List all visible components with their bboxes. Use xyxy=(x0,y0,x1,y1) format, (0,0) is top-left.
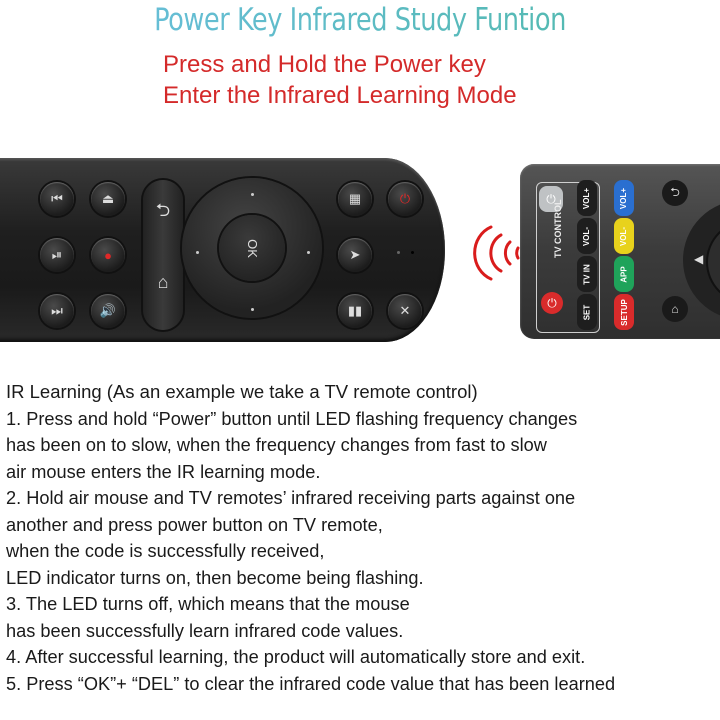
led-dot xyxy=(397,251,400,254)
tv-set: SET xyxy=(577,294,597,330)
next-icon: ⏭ xyxy=(40,294,74,328)
prev-icon: ⏮ xyxy=(40,182,74,216)
bars-icon: ▮▮ xyxy=(338,294,372,328)
instruction-line: LED indicator turns on, then become being flashing. xyxy=(6,567,424,588)
tv-back-icon: ⮌ xyxy=(662,180,688,206)
home-icon: ⌂ xyxy=(157,272,169,292)
tv-vol-down: VOL- xyxy=(577,218,597,254)
tv-vol-up: VOL+ xyxy=(577,180,597,216)
play-pause-icon: ⏯ xyxy=(40,238,74,272)
volume-icon: 🔊 xyxy=(91,294,125,328)
color-setup: SETUP xyxy=(614,294,634,330)
mute-icon: ✕ xyxy=(388,294,422,328)
mic-icon: ● xyxy=(91,238,125,272)
instruction-line: air mouse enters the IR learning mode. xyxy=(6,461,321,482)
ok-button-image xyxy=(219,215,285,281)
tv-power-icon: ⏻ xyxy=(539,186,563,212)
dpad-left-dot xyxy=(196,251,199,254)
instructions-heading: IR Learning (As an example we take a TV remote control) xyxy=(6,381,478,402)
infrared-waves-icon xyxy=(470,222,525,284)
instruction-line: 1. Press and hold “Power” button until LED flashing frequency changes xyxy=(6,408,578,429)
instruction-line: has been successfully learn infrared code values. xyxy=(6,620,404,641)
menu-icon: ⏏ xyxy=(91,182,125,216)
tv-in: TV IN xyxy=(577,256,597,292)
ok-label: OK xyxy=(244,238,260,258)
power-icon: ⏻ xyxy=(388,182,422,216)
subtitle-line-1: Press and Hold the Power key xyxy=(163,51,486,78)
mouse-icon: ➤ xyxy=(338,238,372,272)
box-power-icon: ⏻ xyxy=(541,292,563,314)
instruction-line: when the code is successfully received, xyxy=(6,541,325,561)
instruction-line: has been on to slow, when the frequency changes from fast to slow xyxy=(6,435,547,455)
dpad-up-dot xyxy=(251,193,254,196)
tv-home-icon: ⌂ xyxy=(662,296,688,322)
color-vol-up: VOL+ xyxy=(614,180,634,216)
instructions xyxy=(6,379,720,697)
dpad-down-dot xyxy=(251,308,254,311)
page-title: Power Key Infrared Study Funtion xyxy=(29,2,691,38)
color-app: APP xyxy=(614,256,634,292)
instruction-line: 3. The LED turns off, which means that the mouse xyxy=(6,594,410,614)
ir-dot xyxy=(411,251,414,254)
tv-control-label: TV CONTROL xyxy=(553,199,563,258)
tv-left-arrow-icon: ◀ xyxy=(694,252,704,266)
color-vol-down: VOL- xyxy=(614,218,634,254)
instruction-line: 2. Hold air mouse and TV remotes’ infrared receiving parts against one xyxy=(6,488,576,508)
back-home-pill xyxy=(143,180,183,330)
dpad-right-dot xyxy=(307,251,310,254)
apps-icon: ▦ xyxy=(338,182,372,216)
instruction-line: another and press power button on TV remote, xyxy=(6,514,383,535)
subtitle-line-2: Enter the Infrared Learning Mode xyxy=(163,82,517,109)
instruction-line: 5. Press “OK”+ “DEL” to clear the infrared code value that has been learned xyxy=(6,673,616,694)
instruction-line: 4. After successful learning, the product will automatically store and exit. xyxy=(6,647,586,667)
back-icon: ⮌ xyxy=(155,200,171,220)
